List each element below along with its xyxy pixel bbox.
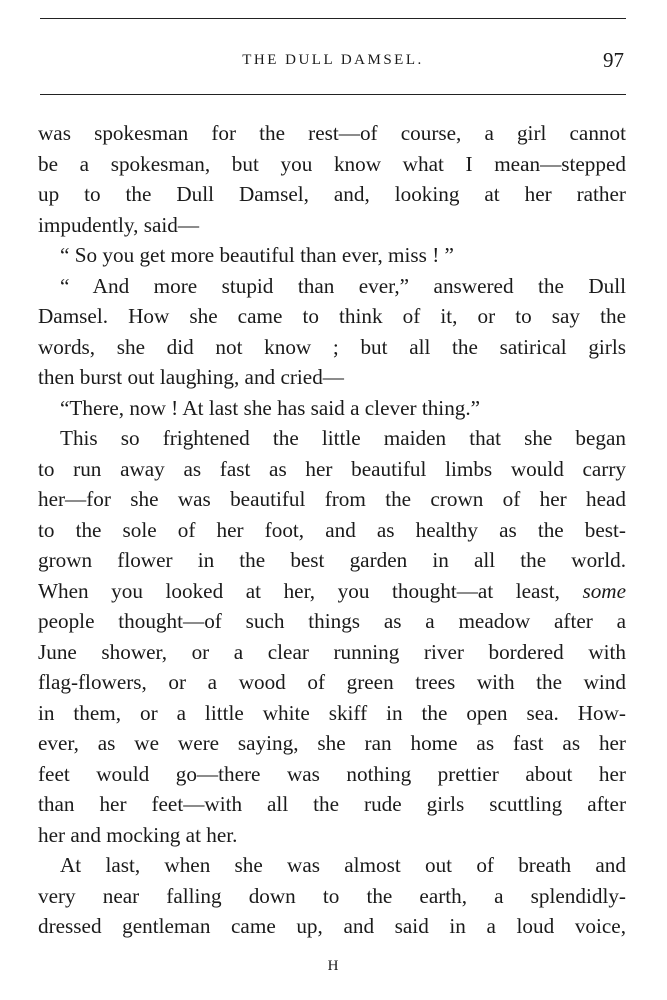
text-line: then burst out laughing, and cried—	[38, 365, 344, 389]
text-line: impudently, said—	[38, 212, 200, 237]
text-line: people thought—of such things as a meadow after a	[38, 609, 626, 633]
page-number: 97	[603, 48, 624, 72]
text-line: ever, as we were saying, she ran home as fast as her	[38, 731, 626, 755]
top-rule	[40, 18, 626, 19]
text-line: very near falling down to the earth, a splendidly-	[38, 883, 626, 908]
text-line: “ And more stupid than ever,” answered the Dull	[60, 273, 626, 298]
text-line	[38, 576, 626, 607]
text-line: This so frightened the little maiden that she began	[60, 426, 626, 450]
body-text	[38, 118, 626, 942]
text-line: be a spokesman, but you know what I mean—stepped	[38, 151, 626, 176]
text-line: dressed gentleman came up, and said in a loud voice,	[38, 914, 626, 938]
text-line: up to the Dull Damsel, and, looking at her rather	[38, 182, 626, 206]
text-line: words, she did not know ; but all the satirical girls	[38, 334, 626, 359]
text-segment: When you looked at her, you thought—at least,	[38, 578, 560, 603]
running-head	[40, 50, 626, 74]
signature-mark: H	[327, 958, 340, 974]
text-line: to the sole of her foot, and as healthy as the best-	[38, 517, 626, 542]
text-line: “ So you get more beautiful than ever, miss ! ”	[60, 243, 454, 267]
text-line: grown flower in the best garden in all the world.	[38, 548, 626, 572]
text-line: Damsel. How she came to think of it, or to say the	[38, 304, 626, 328]
header-rule	[40, 94, 626, 95]
text-line: to run away as fast as her beautiful limbs would carry	[38, 456, 626, 481]
text-line: “There, now ! At last she has said a clever thing.”	[60, 395, 481, 420]
text-line: At last, when she was almost out of breath and	[60, 853, 626, 877]
running-title: THE DULL DAMSEL.	[242, 52, 424, 68]
text-line: flag-flowers, or a wood of green trees with the wind	[38, 670, 626, 694]
text-line: in them, or a little white skiff in the open sea. How-	[38, 700, 626, 725]
italic-emphasis: some	[582, 578, 626, 603]
text-line: than her feet—with all the rude girls scuttling after	[38, 792, 626, 816]
text-line: was spokesman for the rest—of course, a girl cannot	[38, 121, 626, 145]
text-line: her and mocking at her.	[38, 822, 238, 847]
text-line: her—for she was beautiful from the crown of her head	[38, 487, 626, 511]
text-line: feet would go—there was nothing prettier about her	[38, 761, 626, 786]
text-line: June shower, or a clear running river bordered with	[38, 639, 626, 664]
